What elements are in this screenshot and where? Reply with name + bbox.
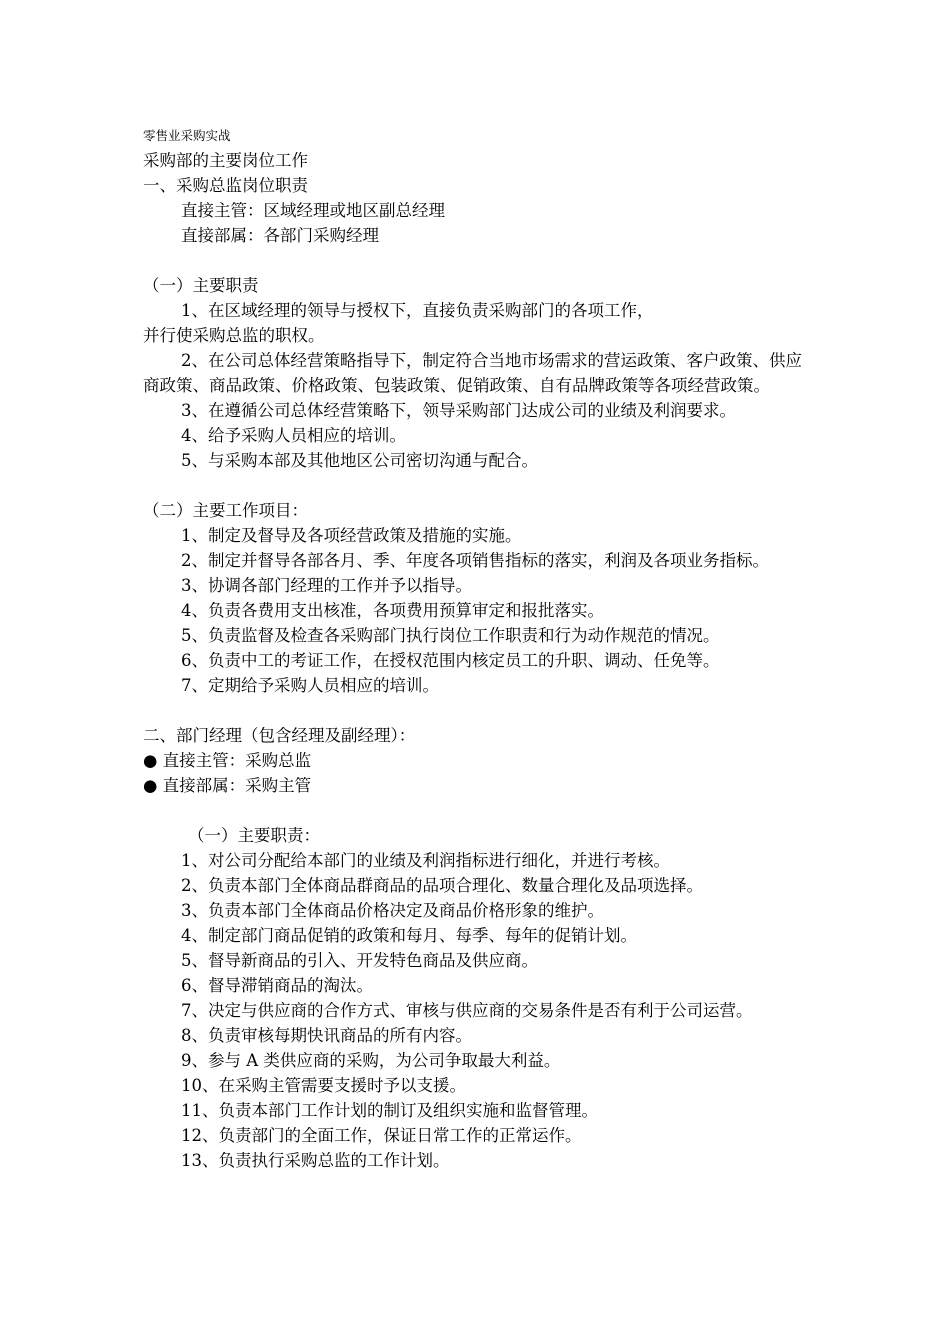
section2-item: 9、参与 A 类供应商的采购，为公司争取最大利益。 (181, 1051, 561, 1070)
section1-duty-4: 4、给予采购人员相应的培训。 (181, 426, 406, 445)
section1-duty-1-cont: 并行使采购总监的职权。 (143, 326, 325, 345)
document-page (143, 126, 813, 1173)
section2-item: 4、制定部门商品促销的政策和每月、每季、每年的促销计划。 (181, 926, 637, 945)
spacer (143, 798, 813, 823)
section2-item: 12、负责部门的全面工作，保证日常工作的正常运作。 (181, 1126, 582, 1145)
section2-item: 8、负责审核每期快讯商品的所有内容。 (181, 1026, 472, 1045)
spacer (143, 473, 813, 498)
section2-item: 3、负责本部门全体商品价格决定及商品价格形象的维护。 (181, 901, 604, 920)
section1-work-5: 5、负责监督及检查各采购部门执行岗位工作职责和行为动作规范的情况。 (181, 626, 720, 645)
section1-work-4: 4、负责各费用支出核准，各项费用预算审定和报批落实。 (181, 601, 604, 620)
section1-duty-2: 2、在公司总体经营策略指导下，制定符合当地市场需求的营运政策、客户政策、供应商政策、商品政策、价格政策、包装政策、促销政策、自有品牌政策等各项经营政策。 (143, 351, 802, 395)
section2-supervisor: ● 直接主管：采购总监 (143, 751, 312, 770)
section1-subordinates: 直接部属：各部门采购经理 (181, 226, 379, 245)
section2-item: 1、对公司分配给本部门的业绩及利润指标进行细化，并进行考核。 (181, 851, 670, 870)
section1-work-7: 7、定期给予采购人员相应的培训。 (181, 676, 439, 695)
section1-duty-3: 3、在遵循公司总体经营策略下，领导采购部门达成公司的业绩及利润要求。 (181, 401, 736, 420)
section2-item: 11、负责本部门工作计划的制订及组织实施和监督管理。 (181, 1101, 598, 1120)
section1-work-1: 1、制定及督导及各项经营政策及措施的实施。 (181, 526, 522, 545)
section1-work-3: 3、协调各部门经理的工作并予以指导。 (181, 576, 472, 595)
section2-heading: 二、部门经理（包含经理及副经理）： (143, 726, 416, 745)
section2-item: 5、督导新商品的引入、开发特色商品及供应商。 (181, 951, 538, 970)
section1-supervisor: 直接主管：区域经理或地区副总经理 (181, 201, 445, 220)
document-title: 采购部的主要岗位工作 (143, 151, 308, 170)
section1-heading: 一、采购总监岗位职责 (143, 176, 308, 195)
section1-duty-5: 5、与采购本部及其他地区公司密切沟通与配合。 (181, 451, 538, 470)
section1-duties-heading: （一）主要职责 (143, 276, 259, 295)
spacer (143, 248, 813, 273)
section2-item: 6、督导滞销商品的淘汰。 (181, 976, 373, 995)
section1-work-6: 6、负责中工的考证工作，在授权范围内核定员工的升职、调动、任免等。 (181, 651, 720, 670)
section1-work-2: 2、制定并督导各部各月、季、年度各项销售指标的落实，利润及各项业务指标。 (181, 551, 769, 570)
document-header: 零售业采购实战 (143, 128, 231, 143)
section1-work-heading: （二）主要工作项目： (143, 501, 308, 520)
section1-duty-1: 1、在区域经理的领导与授权下，直接负责采购部门的各项工作， (181, 301, 654, 320)
section2-duties-heading: （一）主要职责： (188, 826, 320, 845)
spacer (143, 698, 813, 723)
section2-item: 7、决定与供应商的合作方式、审核与供应商的交易条件是否有利于公司运营。 (181, 1001, 753, 1020)
section2-item: 2、负责本部门全体商品群商品的品项合理化、数量合理化及品项选择。 (181, 876, 703, 895)
section2-subordinates: ● 直接部属：采购主管 (143, 776, 312, 795)
section2-item: 10、在采购主管需要支援时予以支援。 (181, 1076, 466, 1095)
section2-item: 13、负责执行采购总监的工作计划。 (181, 1151, 450, 1170)
